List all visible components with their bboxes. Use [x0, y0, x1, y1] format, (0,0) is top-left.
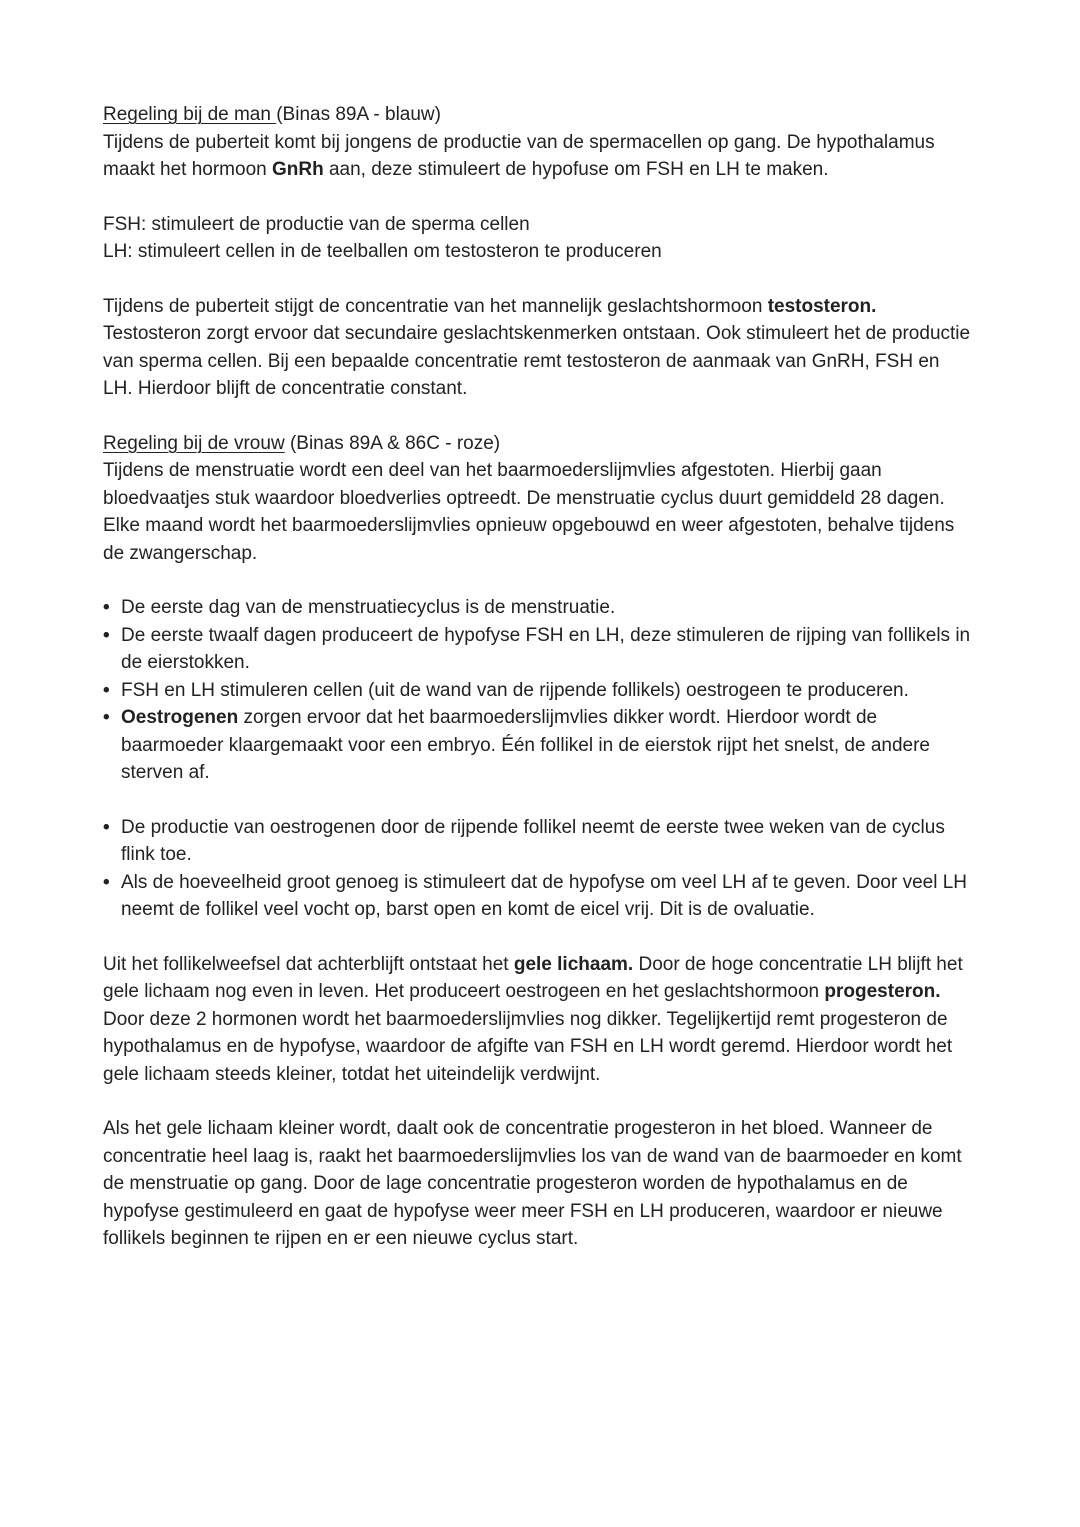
list-item [103, 869, 971, 924]
text-segment: Tijdens de puberteit stijgt de concentratie van het mannelijk geslachtshormoon [103, 295, 768, 317]
list-item [103, 704, 971, 787]
spacer [103, 1088, 971, 1115]
text-segment: FSH en LH stimuleren cellen (uit de wand van de rijpende follikels) oestrogeen te produceren. [121, 679, 909, 701]
para-menstruatie [103, 457, 971, 567]
text-segment: progesteron. [824, 981, 941, 1002]
text-segment: testosteron. [767, 295, 877, 317]
text-segment: Als de hoeveelheid groot genoeg is stimuleert dat de hypofyse om veel LH af te geven. Door veel LH neemt de follikel veel vocht op, barst open en komt de eicel vrij. Dit is de ovaluatie. [121, 871, 968, 920]
list-item [103, 814, 971, 869]
heading-regeling-vrouw [103, 430, 971, 458]
bullets-cyclus-fase-1 [103, 594, 971, 787]
text-segment: (Binas 89A - blauw) [276, 104, 441, 125]
text-segment: De eerste twaalf dagen produceert de hypofyse FSH en LH, deze stimuleren de rijping van follikels in de eierstokken. [121, 624, 971, 673]
text-segment: Door de hoge concentratie LH blijft het gele lichaam nog even in leven. Het produceert oestrogeen en het geslachtshormoon [103, 953, 968, 1002]
list-item [103, 594, 971, 622]
text-segment: aan, deze stimuleert de hypofuse om FSH en LH te maken. [323, 159, 829, 180]
para-fsh [103, 211, 971, 239]
spacer [103, 567, 971, 594]
text-segment: (Binas 89A & 86C - roze) [284, 432, 501, 454]
text-segment: Uit het follikelweefsel dat achterblijft ontstaat het [103, 953, 514, 975]
text-segment: gele lichaam. [513, 953, 634, 975]
text-segment: Regeling bij de man [103, 104, 277, 125]
text-segment: LH: stimuleert cellen in de teelballen om testosteron te produceren [103, 241, 662, 262]
list-item [103, 622, 971, 677]
spacer [103, 924, 971, 951]
text-segment: FSH: stimuleert de productie van de sperma cellen [103, 213, 530, 235]
list-item [103, 677, 971, 705]
bullets-cyclus-fase-2 [103, 814, 971, 924]
text-segment: Testosteron zorgt ervoor dat secundaire geslachtskenmerken ontstaan. Ook stimuleert het de productie van sperma cellen. Bij een bepaalde concentratie remt testosteron de aanmaak van GnRH, FSH en LH. Hierdoor blijft de concentratie constant. [103, 295, 976, 399]
text-segment: zorgen ervoor dat het baarmoederslijmvlies dikker wordt. Hierdoor wordt de baarmoeder klaargemaakt voor een embryo. Één follikel in de eierstok rijpt het snelst, de andere sterven af. [121, 707, 930, 783]
para-testosteron [103, 293, 976, 403]
para-man-puberteit [103, 129, 971, 184]
para-lh [103, 238, 971, 266]
text-segment: De eerste dag van de menstruatiecyclus is de menstruatie. [121, 597, 616, 618]
heading-regeling-man [103, 101, 971, 129]
text-segment: De productie van oestrogenen door de rijpende follikel neemt de eerste twee weken van de cyclus flink toe. [121, 816, 945, 865]
text-segment: Oestrogenen [121, 707, 239, 728]
spacer [103, 266, 971, 293]
text-segment: Tijdens de menstruatie wordt een deel van het baarmoederslijmvlies afgestoten. Hierbij gaan bloedvaatjes stuk waardoor bloedverlies optreedt. De menstruatie cyclus duurt gemiddeld 28 dagen. Elke maand wordt het baarmoederslijmvlies opnieuw opgebouwd en weer afgestoten, behalve tijdens de zwangerschap. [103, 460, 960, 564]
text-segment: Tijdens de puberteit komt bij jongens de productie van de spermacellen op gang. De hypothalamus maakt het hormoon [103, 131, 940, 180]
text-segment: Regeling bij de vrouw [103, 432, 285, 454]
document-content [103, 101, 976, 1253]
text-segment: Door deze 2 hormonen wordt het baarmoederslijmvlies nog dikker. Tegelijkertijd remt progesteron de hypothalamus en de hypofyse, waardoor de afgifte van FSH en LH wordt geremd. Hierdoor wordt het gele lichaam steeds kleiner, totdat het uiteindelijk verdwijnt. [103, 981, 958, 1085]
text-segment: GnRh [271, 159, 324, 180]
spacer [103, 184, 971, 211]
text-segment: Als het gele lichaam kleiner wordt, daalt ook de concentratie progesteron in het bloed. Wanneer de concentratie heel laag is, raakt het baarmoederslijmvlies los van de wand van de baarmoeder en komt de menstruatie op gang. Door de lage concentratie progesteron worden de hypothalamus en de hypofyse gestimuleerd en gaat de hypofyse weer meer FSH en LH produceren, waardoor er nieuwe follikels beginnen te rijpen en er een nieuwe cyclus start. [103, 1118, 967, 1249]
spacer [103, 787, 971, 814]
spacer [103, 403, 971, 430]
para-nieuwe-cyclus [103, 1115, 971, 1253]
para-gele-lichaam [103, 951, 971, 1089]
